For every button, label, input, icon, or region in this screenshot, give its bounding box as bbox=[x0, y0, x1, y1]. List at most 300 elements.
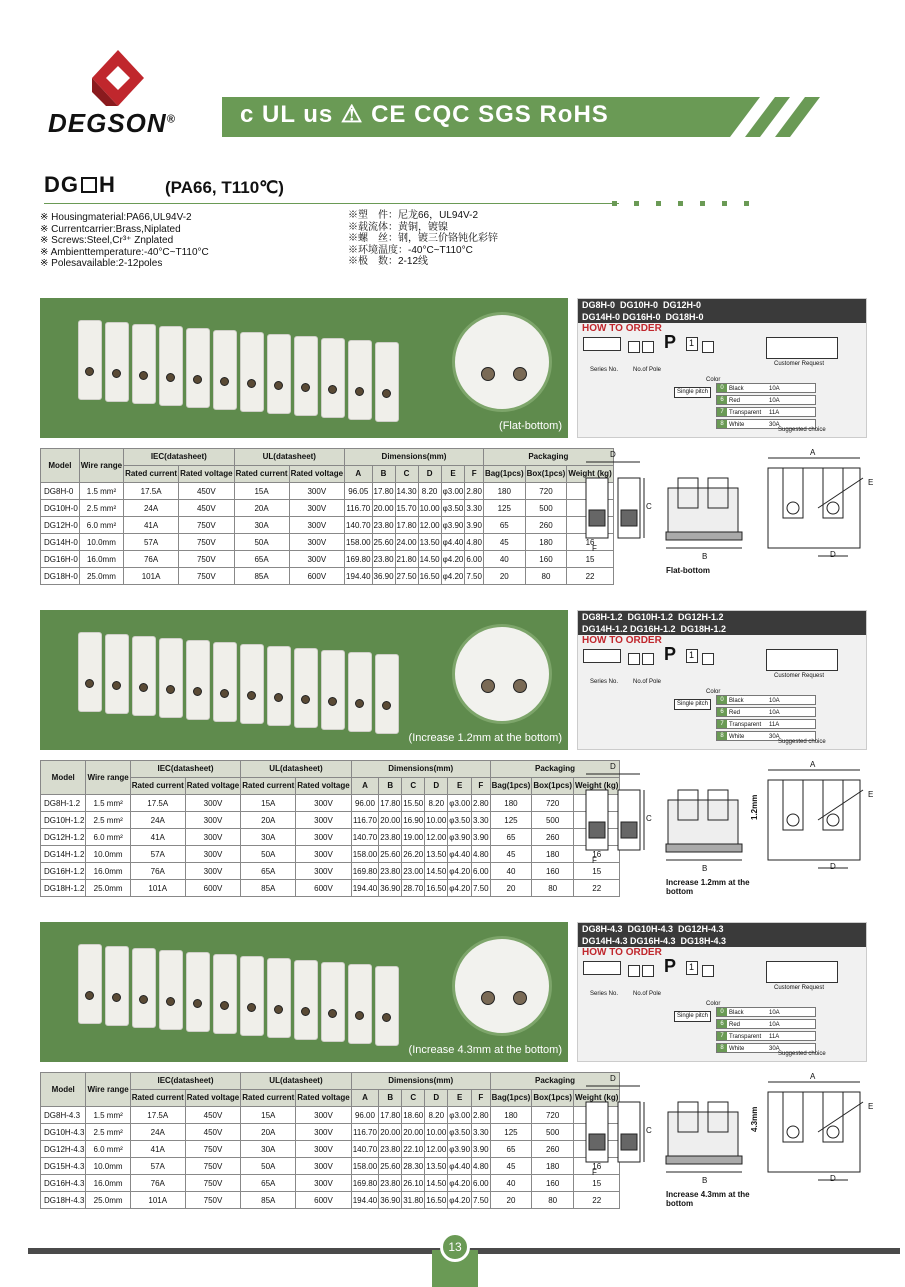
spec-line: ※塑 件：尼龙66，UL94V-2 bbox=[348, 210, 479, 221]
column-header: Weight (kg) bbox=[574, 778, 620, 795]
dimension-label: A bbox=[810, 448, 816, 457]
table-cell: 24A bbox=[130, 1124, 185, 1141]
table-cell: 300V bbox=[289, 517, 344, 534]
table-cell: 194.40 bbox=[351, 1192, 378, 1209]
color-name: Red bbox=[729, 398, 741, 404]
table-cell: 96.00 bbox=[351, 1107, 378, 1124]
table-cell: 17.5A bbox=[130, 795, 185, 812]
column-header: D bbox=[418, 466, 441, 483]
spec-table bbox=[40, 448, 614, 585]
table-cell: 36.90 bbox=[372, 568, 395, 585]
screw-hole bbox=[139, 683, 148, 692]
table-cell: 22 bbox=[567, 568, 613, 585]
column-header: A bbox=[345, 466, 372, 483]
height-label: 1.2mm bbox=[750, 794, 759, 820]
color-swatch: 8 bbox=[717, 420, 727, 428]
table-cell: 180 bbox=[532, 1158, 574, 1175]
terminal-block bbox=[132, 324, 156, 404]
table-cell: 20.00 bbox=[379, 1124, 402, 1141]
column-header: C bbox=[395, 466, 418, 483]
table-cell: 140.70 bbox=[351, 1141, 378, 1158]
table-cell: 76A bbox=[124, 551, 179, 568]
terminal-block bbox=[105, 946, 129, 1026]
rating: 30A bbox=[769, 422, 780, 428]
table-cell: 450V bbox=[179, 483, 234, 500]
order-code-box bbox=[642, 653, 654, 665]
table-cell: 80 bbox=[525, 568, 567, 585]
table-cell: 158.00 bbox=[345, 534, 372, 551]
table-cell: 96.05 bbox=[345, 483, 372, 500]
column-header: C bbox=[402, 778, 425, 795]
terminal-block bbox=[267, 958, 291, 1038]
table-cell: 12.00 bbox=[425, 1141, 448, 1158]
screw-hole bbox=[355, 387, 364, 396]
table-cell: φ3.90 bbox=[441, 517, 465, 534]
terminal-block bbox=[213, 642, 237, 722]
column-header: Rated current bbox=[130, 778, 185, 795]
screw-hole bbox=[220, 377, 229, 386]
header-row bbox=[41, 449, 614, 466]
table-cell: 17.5A bbox=[130, 1107, 185, 1124]
spec-line: ※极 数：2-12线 bbox=[348, 256, 429, 267]
dimension-label: C bbox=[646, 814, 652, 823]
order-code-box bbox=[583, 961, 621, 975]
brand-name: DEGSON® bbox=[48, 108, 176, 138]
table-cell: φ4.20 bbox=[441, 568, 465, 585]
column-header: Dimensions(mm) bbox=[351, 1073, 490, 1090]
screw-hole bbox=[513, 991, 527, 1005]
table-cell: 85A bbox=[241, 880, 296, 897]
spec-table bbox=[40, 760, 620, 897]
screw-hole bbox=[481, 679, 495, 693]
terminal-block bbox=[375, 342, 399, 422]
model-cell: DG18H-1.2 bbox=[41, 880, 86, 897]
table-cell: 15.70 bbox=[395, 500, 418, 517]
table-cell: 7.50 bbox=[472, 880, 491, 897]
table-cell: 10.0mm bbox=[86, 846, 130, 863]
detail-circle bbox=[452, 936, 552, 1036]
rating: 10A bbox=[769, 710, 780, 716]
table-cell: 65 bbox=[490, 1141, 532, 1158]
how-to-order-box bbox=[577, 922, 867, 1062]
dimension-label: E bbox=[868, 478, 874, 487]
column-header: UL(datasheet) bbox=[234, 449, 344, 466]
table-cell: 600V bbox=[185, 880, 240, 897]
table-cell: 600V bbox=[289, 568, 344, 585]
table-row bbox=[41, 1107, 620, 1124]
model-cell: DG18H-4.3 bbox=[41, 1192, 86, 1209]
table-cell: 65A bbox=[234, 551, 289, 568]
dimension-label: F bbox=[592, 544, 597, 553]
table-cell: 23.00 bbox=[402, 863, 425, 880]
screw-hole bbox=[139, 995, 148, 1004]
how-to-order-title: HOW TO ORDER bbox=[582, 635, 662, 646]
terminal-block bbox=[321, 338, 345, 418]
table-cell: φ3.00 bbox=[448, 795, 472, 812]
table-cell: 3.90 bbox=[465, 517, 484, 534]
decorative-stripes bbox=[700, 97, 900, 137]
column-header: Box(1pcs) bbox=[525, 466, 567, 483]
column-header: B bbox=[379, 1090, 402, 1107]
table-cell: 158.00 bbox=[351, 846, 378, 863]
table-cell: 300V bbox=[185, 795, 240, 812]
table-cell: 300V bbox=[296, 829, 351, 846]
table-cell: 3.30 bbox=[472, 1124, 491, 1141]
screw-hole bbox=[85, 991, 94, 1000]
rating: 11A bbox=[769, 410, 780, 416]
table-row bbox=[41, 1158, 620, 1175]
table-cell: 23.80 bbox=[372, 517, 395, 534]
table-cell: φ3.50 bbox=[448, 1124, 472, 1141]
column-header: A bbox=[351, 778, 378, 795]
column-header: Rated voltage bbox=[179, 466, 234, 483]
model-cell: DG18H-0 bbox=[41, 568, 80, 585]
table-cell: 24A bbox=[130, 812, 185, 829]
table-cell: 500 bbox=[525, 500, 567, 517]
order-label: Series No. bbox=[590, 991, 619, 997]
table-cell: 14.50 bbox=[418, 551, 441, 568]
table-cell: 4.80 bbox=[472, 1158, 491, 1175]
header-row bbox=[41, 761, 620, 778]
terminal-block bbox=[213, 954, 237, 1034]
table-cell: 600V bbox=[296, 1192, 351, 1209]
table-cell: 12.00 bbox=[418, 517, 441, 534]
screw-hole bbox=[513, 679, 527, 693]
screw-hole bbox=[301, 383, 310, 392]
table-cell: 20 bbox=[483, 568, 525, 585]
table-cell: 6.0 mm² bbox=[86, 829, 130, 846]
column-header: B bbox=[379, 778, 402, 795]
model-cell: DG10H-0 bbox=[41, 500, 80, 517]
dimension-label: A bbox=[810, 760, 816, 769]
table-cell: φ3.00 bbox=[441, 483, 465, 500]
column-header: Wire range bbox=[86, 1073, 130, 1107]
table-row bbox=[41, 880, 620, 897]
photo-label: (Increase 4.3mm at the bottom) bbox=[408, 1044, 562, 1056]
model-cell: DG10H-1.2 bbox=[41, 812, 86, 829]
table-row bbox=[41, 1124, 620, 1141]
spec-line: ※ Polesavailable:2-12poles bbox=[40, 258, 163, 269]
table-cell: 25.60 bbox=[379, 1158, 402, 1175]
rating: 11A bbox=[769, 1034, 780, 1040]
dimension-label: B bbox=[702, 552, 708, 561]
order-label: Customer Request bbox=[774, 361, 825, 367]
table-cell: 600V bbox=[296, 880, 351, 897]
table-cell: 160 bbox=[532, 1175, 574, 1192]
color-swatch: 6 bbox=[717, 1020, 727, 1028]
column-header: F bbox=[472, 778, 491, 795]
table-cell: 50A bbox=[234, 534, 289, 551]
table-cell: 180 bbox=[532, 846, 574, 863]
dimension-label: B bbox=[702, 1176, 708, 1185]
single-pitch-label: Single pitch bbox=[674, 387, 711, 398]
dimension-label: D bbox=[830, 862, 836, 871]
order-code-box bbox=[766, 649, 838, 671]
screw-hole bbox=[301, 695, 310, 704]
terminal-block bbox=[132, 636, 156, 716]
terminal-block bbox=[321, 962, 345, 1042]
table-cell: 28.30 bbox=[402, 1158, 425, 1175]
rating: 11A bbox=[769, 722, 780, 728]
table-cell: 300V bbox=[296, 863, 351, 880]
table-cell: 50A bbox=[241, 1158, 296, 1175]
column-header: UL(datasheet) bbox=[241, 1073, 351, 1090]
table-cell: 13.50 bbox=[425, 846, 448, 863]
table-cell: 2.5 mm² bbox=[79, 500, 123, 517]
table-cell: 24.00 bbox=[395, 534, 418, 551]
column-header: A bbox=[351, 1090, 378, 1107]
column-header: Packaging bbox=[483, 449, 613, 466]
rating: 30A bbox=[769, 734, 780, 740]
detail-circle bbox=[452, 624, 552, 724]
table-cell: 15A bbox=[241, 795, 296, 812]
table-cell: 450V bbox=[185, 1124, 240, 1141]
table-cell: 8.20 bbox=[418, 483, 441, 500]
how-to-order-box bbox=[577, 298, 867, 438]
color-swatch: 7 bbox=[717, 1032, 727, 1040]
column-header: F bbox=[472, 1090, 491, 1107]
table-cell: 40 bbox=[490, 1175, 532, 1192]
table-cell: 140.70 bbox=[351, 829, 378, 846]
order-code-box bbox=[628, 341, 640, 353]
model-cell: DG14H-0 bbox=[41, 534, 80, 551]
table-cell: 300V bbox=[289, 551, 344, 568]
table-cell: 25.60 bbox=[372, 534, 395, 551]
rating: 30A bbox=[769, 1046, 780, 1052]
table-cell: 41A bbox=[130, 1141, 185, 1158]
screw-hole bbox=[166, 997, 175, 1006]
dimension-label: C bbox=[646, 502, 652, 511]
screw-hole bbox=[85, 367, 94, 376]
screw-hole bbox=[247, 691, 256, 700]
table-cell: 15A bbox=[234, 483, 289, 500]
color-swatch: 0 bbox=[717, 1008, 727, 1016]
color-name: Black bbox=[729, 1010, 744, 1016]
column-header: Dimensions(mm) bbox=[351, 761, 490, 778]
dimension-label: D bbox=[830, 550, 836, 559]
table-cell: 300V bbox=[289, 500, 344, 517]
color-name: Transparent bbox=[729, 722, 762, 728]
table-cell: 65 bbox=[483, 517, 525, 534]
table-cell: 180 bbox=[525, 534, 567, 551]
order-code-p: P bbox=[664, 332, 677, 352]
table-cell: 180 bbox=[490, 1107, 532, 1124]
table-cell: 20A bbox=[241, 1124, 296, 1141]
column-header: Wire range bbox=[86, 761, 130, 795]
terminal-block bbox=[294, 960, 318, 1040]
header-row bbox=[41, 466, 614, 483]
table-cell: 300V bbox=[296, 1124, 351, 1141]
screw-hole bbox=[112, 681, 121, 690]
table-row bbox=[41, 568, 614, 585]
table-cell: 116.70 bbox=[351, 812, 378, 829]
table-cell: 23.80 bbox=[379, 863, 402, 880]
table-cell: 720 bbox=[525, 483, 567, 500]
column-header: Bag(1pcs) bbox=[483, 466, 525, 483]
spec-table bbox=[40, 1072, 620, 1209]
column-header: Box(1pcs) bbox=[532, 778, 574, 795]
order-code-box bbox=[766, 961, 838, 983]
table-cell: 125 bbox=[490, 1124, 532, 1141]
table-cell: 20.00 bbox=[402, 1124, 425, 1141]
table-cell: 16 bbox=[574, 846, 620, 863]
color-name: Red bbox=[729, 710, 741, 716]
how-to-order-title: HOW TO ORDER bbox=[582, 947, 662, 958]
table-row bbox=[41, 517, 614, 534]
order-label: No.of Pole bbox=[633, 991, 662, 997]
screw-hole bbox=[274, 381, 283, 390]
color-option bbox=[716, 695, 816, 705]
dimension-label: E bbox=[868, 790, 874, 799]
table-cell: 260 bbox=[532, 1141, 574, 1158]
model-list: DG8H-0 DG10H-0 DG12H-0 bbox=[578, 299, 866, 311]
table-cell: 6.0 mm² bbox=[79, 517, 123, 534]
table-cell: 45 bbox=[483, 534, 525, 551]
table-cell: 300V bbox=[296, 812, 351, 829]
model-cell: DG15H-4.3 bbox=[41, 1158, 86, 1175]
table-cell: 12.00 bbox=[425, 829, 448, 846]
table-cell: 750V bbox=[185, 1192, 240, 1209]
photo-label: (Flat-bottom) bbox=[499, 420, 562, 432]
model-list: DG8H-1.2 DG10H-1.2 DG12H-1.2 bbox=[578, 611, 866, 623]
title-divider bbox=[44, 203, 619, 204]
column-header: D bbox=[425, 1090, 448, 1107]
screw-hole bbox=[166, 373, 175, 382]
table-cell: 6.00 bbox=[465, 551, 484, 568]
table-cell: 15A bbox=[241, 1107, 296, 1124]
table-cell: φ3.00 bbox=[448, 1107, 472, 1124]
table-cell: 16.0mm bbox=[79, 551, 123, 568]
table-cell: 25.0mm bbox=[86, 880, 130, 897]
table-cell: 160 bbox=[525, 551, 567, 568]
screw-hole bbox=[112, 993, 121, 1002]
terminal-block bbox=[348, 964, 372, 1044]
table-cell: 10.0mm bbox=[86, 1158, 130, 1175]
column-header: Rated voltage bbox=[296, 1090, 351, 1107]
color-swatch: 7 bbox=[717, 408, 727, 416]
product-photo-band bbox=[40, 298, 568, 438]
column-header: Wire range bbox=[79, 449, 123, 483]
order-code-p: P bbox=[664, 956, 677, 976]
table-cell: 17.80 bbox=[372, 483, 395, 500]
order-code-1: 1 bbox=[689, 338, 695, 348]
color-option bbox=[716, 383, 816, 393]
table-cell: 101A bbox=[130, 1192, 185, 1209]
terminal-block bbox=[240, 956, 264, 1036]
color-option bbox=[716, 1031, 816, 1041]
table-cell: 300V bbox=[296, 1141, 351, 1158]
table-cell: 169.80 bbox=[351, 863, 378, 880]
table-cell: φ4.40 bbox=[448, 846, 472, 863]
product-photo-band bbox=[40, 610, 568, 750]
color-swatch: 6 bbox=[717, 708, 727, 716]
column-header: UL(datasheet) bbox=[241, 761, 351, 778]
table-cell: 16 bbox=[567, 534, 613, 551]
column-header: E bbox=[448, 778, 472, 795]
table-cell: 300V bbox=[185, 812, 240, 829]
table-cell: 2.80 bbox=[472, 795, 491, 812]
screw-hole bbox=[513, 367, 527, 381]
table-cell: φ4.20 bbox=[448, 1192, 472, 1209]
table-cell: 4.80 bbox=[465, 534, 484, 551]
table-cell: 20A bbox=[241, 812, 296, 829]
how-to-order-box bbox=[577, 610, 867, 750]
table-cell: 8.20 bbox=[425, 795, 448, 812]
table-cell: 20A bbox=[234, 500, 289, 517]
color-swatch: 8 bbox=[717, 732, 727, 740]
table-row bbox=[41, 534, 614, 551]
table-cell: 16.50 bbox=[425, 1192, 448, 1209]
table-cell: 50A bbox=[241, 846, 296, 863]
order-label: No.of Pole bbox=[633, 679, 662, 685]
table-cell: 7.50 bbox=[472, 1192, 491, 1209]
column-header: Rated voltage bbox=[289, 466, 344, 483]
column-header: D bbox=[425, 778, 448, 795]
order-label: No.of Pole bbox=[633, 367, 662, 373]
table-cell: 3.30 bbox=[465, 500, 484, 517]
screw-hole bbox=[382, 389, 391, 398]
color-option bbox=[716, 395, 816, 405]
table-cell: 23.80 bbox=[379, 829, 402, 846]
terminal-block bbox=[240, 644, 264, 724]
order-code-1: 1 bbox=[689, 650, 695, 660]
rating: 10A bbox=[769, 1010, 780, 1016]
table-cell: 26.20 bbox=[402, 846, 425, 863]
table-cell: 750V bbox=[179, 517, 234, 534]
table-cell: 10.0mm bbox=[79, 534, 123, 551]
table-cell: 76A bbox=[130, 863, 185, 880]
model-cell: DG16H-0 bbox=[41, 551, 80, 568]
screw-hole bbox=[355, 1011, 364, 1020]
table-cell: 300V bbox=[289, 483, 344, 500]
column-header: Rated current bbox=[124, 466, 179, 483]
table-cell: 180 bbox=[483, 483, 525, 500]
table-cell: 13.50 bbox=[425, 1158, 448, 1175]
detail-circle bbox=[452, 312, 552, 412]
column-header: Model bbox=[41, 1073, 86, 1107]
table-cell: 750V bbox=[185, 1141, 240, 1158]
table-cell: 40 bbox=[490, 863, 532, 880]
order-code-box bbox=[628, 653, 640, 665]
column-header: Bag(1pcs) bbox=[490, 1090, 532, 1107]
table-cell: 16.90 bbox=[402, 812, 425, 829]
single-pitch-label: Single pitch bbox=[674, 1011, 711, 1022]
model-cell: DG16H-1.2 bbox=[41, 863, 86, 880]
screw-hole bbox=[355, 699, 364, 708]
model-cell: DG10H-4.3 bbox=[41, 1124, 86, 1141]
screw-hole bbox=[274, 693, 283, 702]
order-code-box bbox=[702, 965, 714, 977]
screw-hole bbox=[328, 385, 337, 394]
table-cell: 750V bbox=[179, 568, 234, 585]
table-cell: 22 bbox=[574, 880, 620, 897]
table-cell: φ3.90 bbox=[448, 829, 472, 846]
table-cell: φ4.20 bbox=[441, 551, 465, 568]
color-name: Transparent bbox=[729, 1034, 762, 1040]
table-cell: φ4.20 bbox=[448, 880, 472, 897]
terminal-block bbox=[348, 652, 372, 732]
table-cell: 14.50 bbox=[425, 863, 448, 880]
table-cell: 30A bbox=[241, 1141, 296, 1158]
table-row bbox=[41, 795, 620, 812]
column-header: IEC(datasheet) bbox=[130, 761, 240, 778]
table-row bbox=[41, 846, 620, 863]
rating: 10A bbox=[769, 1022, 780, 1028]
spec-line: ※ Housingmaterial:PA66,UL94V-2 bbox=[40, 212, 192, 223]
spec-list-english bbox=[40, 212, 209, 270]
table-cell: 45 bbox=[490, 846, 532, 863]
color-option bbox=[716, 1019, 816, 1029]
